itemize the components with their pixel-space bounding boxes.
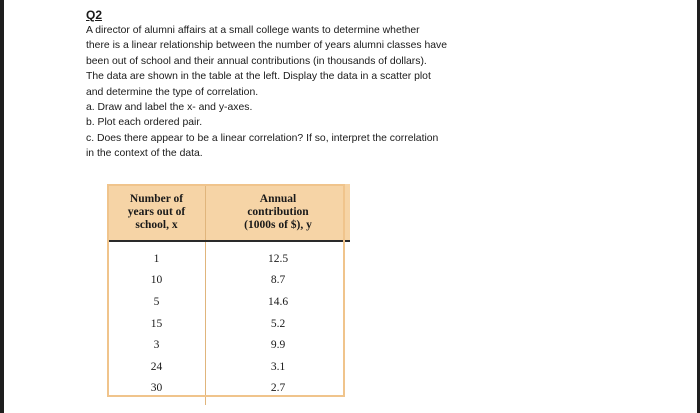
- table-header-row: [108, 184, 350, 241]
- header-line: years out of: [127, 205, 186, 218]
- years-cell: 3: [108, 334, 206, 356]
- question-part-c: c. Does there appear to be a linear correlation? If so, interpret the correlation: [86, 132, 439, 144]
- header-annual-contribution: [206, 184, 351, 241]
- question-part-a: a. Draw and label the x- and y-axes.: [86, 102, 253, 114]
- question-number: Q2: [86, 8, 103, 22]
- header-line: Annual: [259, 192, 297, 205]
- question-text-line: and determine the type of correlation.: [86, 86, 259, 98]
- header-years-out-of-school: [108, 184, 206, 241]
- years-cell: 24: [108, 356, 206, 378]
- left-edge-bar: [0, 0, 4, 413]
- question-block: [86, 8, 506, 162]
- years-cell: 1: [108, 241, 206, 270]
- question-text-line: The data are shown in the table at the left. Display the data in a scatter plot: [86, 71, 431, 83]
- table-row: [108, 378, 350, 406]
- contribution-cell: 9.9: [270, 339, 286, 352]
- question-text-line: been out of school and their annual contributions (in thousands of dollars).: [86, 55, 427, 67]
- contribution-cell: 3.1: [270, 360, 286, 373]
- contribution-cell: 14.6: [267, 295, 289, 308]
- contribution-cell: 2.7: [270, 382, 286, 395]
- years-cell: 30: [108, 378, 206, 406]
- table-row: [108, 334, 350, 356]
- table-row: [108, 291, 350, 313]
- question-part-b: b. Plot each ordered pair.: [86, 117, 203, 129]
- years-cell: 5: [108, 291, 206, 313]
- header-line: school, x: [135, 218, 178, 231]
- data-table: [108, 184, 350, 405]
- question-text-line: there is a linear relationship between the number of years alumni classes have: [86, 40, 447, 52]
- contribution-cell: 12.5: [267, 252, 289, 265]
- question-part-c-continued: in the context of the data.: [86, 148, 203, 160]
- table-row: [108, 356, 350, 378]
- contribution-cell: 8.7: [270, 274, 286, 287]
- header-line: (1000s of $), y: [244, 218, 312, 231]
- table-row: [108, 313, 350, 335]
- header-line: Number of: [129, 192, 184, 205]
- question-text-line: A director of alumni affairs at a small college wants to determine whether: [86, 25, 420, 36]
- years-cell: 15: [108, 313, 206, 335]
- table-row: [108, 241, 350, 270]
- table-row: [108, 270, 350, 292]
- header-line: contribution: [247, 205, 309, 218]
- contribution-cell: 5.2: [270, 317, 286, 330]
- years-cell: 10: [108, 270, 206, 292]
